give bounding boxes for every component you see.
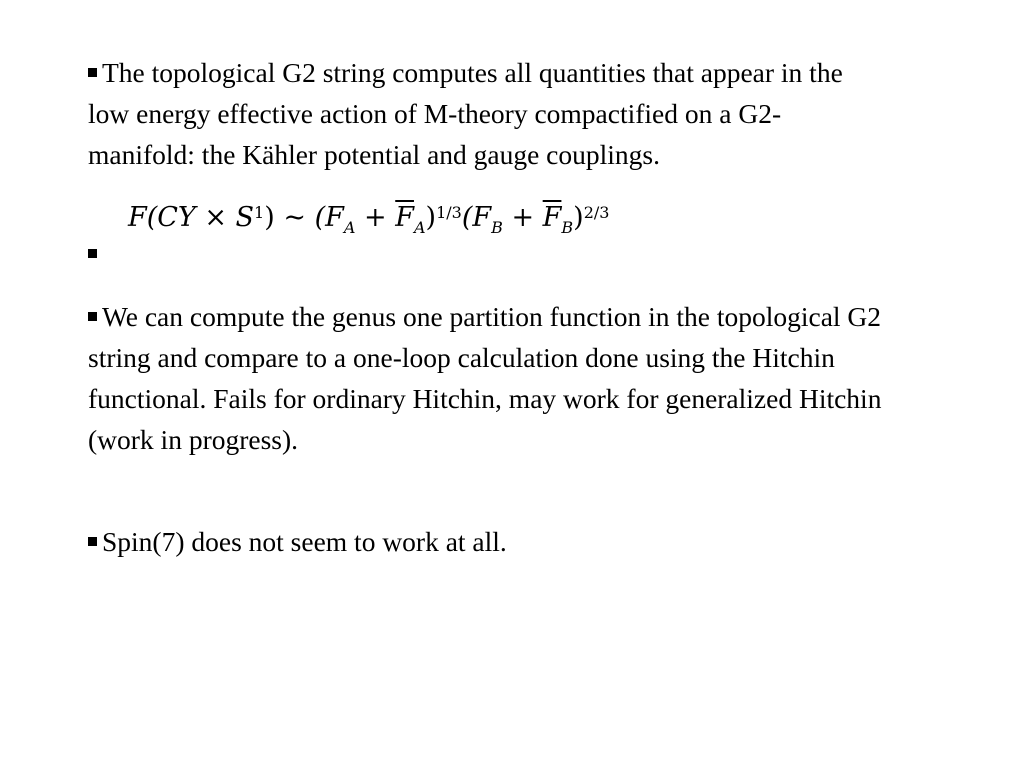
paragraph-4-text: Spin(7) does not seem to work at all. (102, 526, 507, 557)
formula-term1-close: ) (425, 202, 437, 233)
bullet-paragraph-3 (88, 296, 918, 460)
formula-term2-open: (F (461, 202, 492, 233)
bullet-paragraph-2 (88, 233, 102, 274)
formula-term1-bar-sub: A (413, 218, 426, 237)
formula-term2-close: ) (573, 202, 584, 233)
bullet-paragraph-4 (88, 521, 507, 562)
formula-term1-open: (F (314, 202, 344, 233)
formula-term1-bar: $\overline{F}$ (395, 202, 414, 233)
formula-plus-1: + (355, 202, 396, 233)
bullet-square-icon (88, 537, 97, 546)
paragraph-3-text: We can compute the genus one partition function in the topological G2 string and compare to a one-loop calculation done using the Hitchin functional. Fails for ordinary Hitchin, may work for generalized Hitchin (work in progress). (88, 301, 882, 455)
paragraph-1-text: The topological G2 string computes all quantities that appear in the low energy effective action of M-theory compactified on a G2-manifold: the Kähler potential and gauge couplings. (88, 57, 843, 170)
formula-exp-1: 1/3 (436, 203, 462, 222)
formula-sim: ~ (283, 202, 306, 233)
formula-exp-2: 2/3 (583, 203, 610, 222)
formula-term2-bar: $\overline{F}$ (542, 202, 562, 233)
formula-lhs-sup: 1 (254, 203, 265, 222)
formula-lhs-close: ) (264, 202, 275, 233)
bullet-square-icon (88, 249, 97, 258)
bullet-square-icon (88, 68, 97, 77)
formula-term2-bar-sub: B (561, 218, 574, 237)
free-energy-formula (128, 193, 609, 248)
bullet-square-icon (88, 312, 97, 321)
formula-lhs-f: F (128, 202, 147, 233)
formula-plus-2: + (502, 202, 543, 233)
formula-lhs-args: (CY × S (146, 202, 255, 233)
formula-term2-sub: B (491, 218, 503, 237)
formula-term1-sub: A (343, 218, 356, 237)
bullet-paragraph-1 (88, 52, 888, 175)
